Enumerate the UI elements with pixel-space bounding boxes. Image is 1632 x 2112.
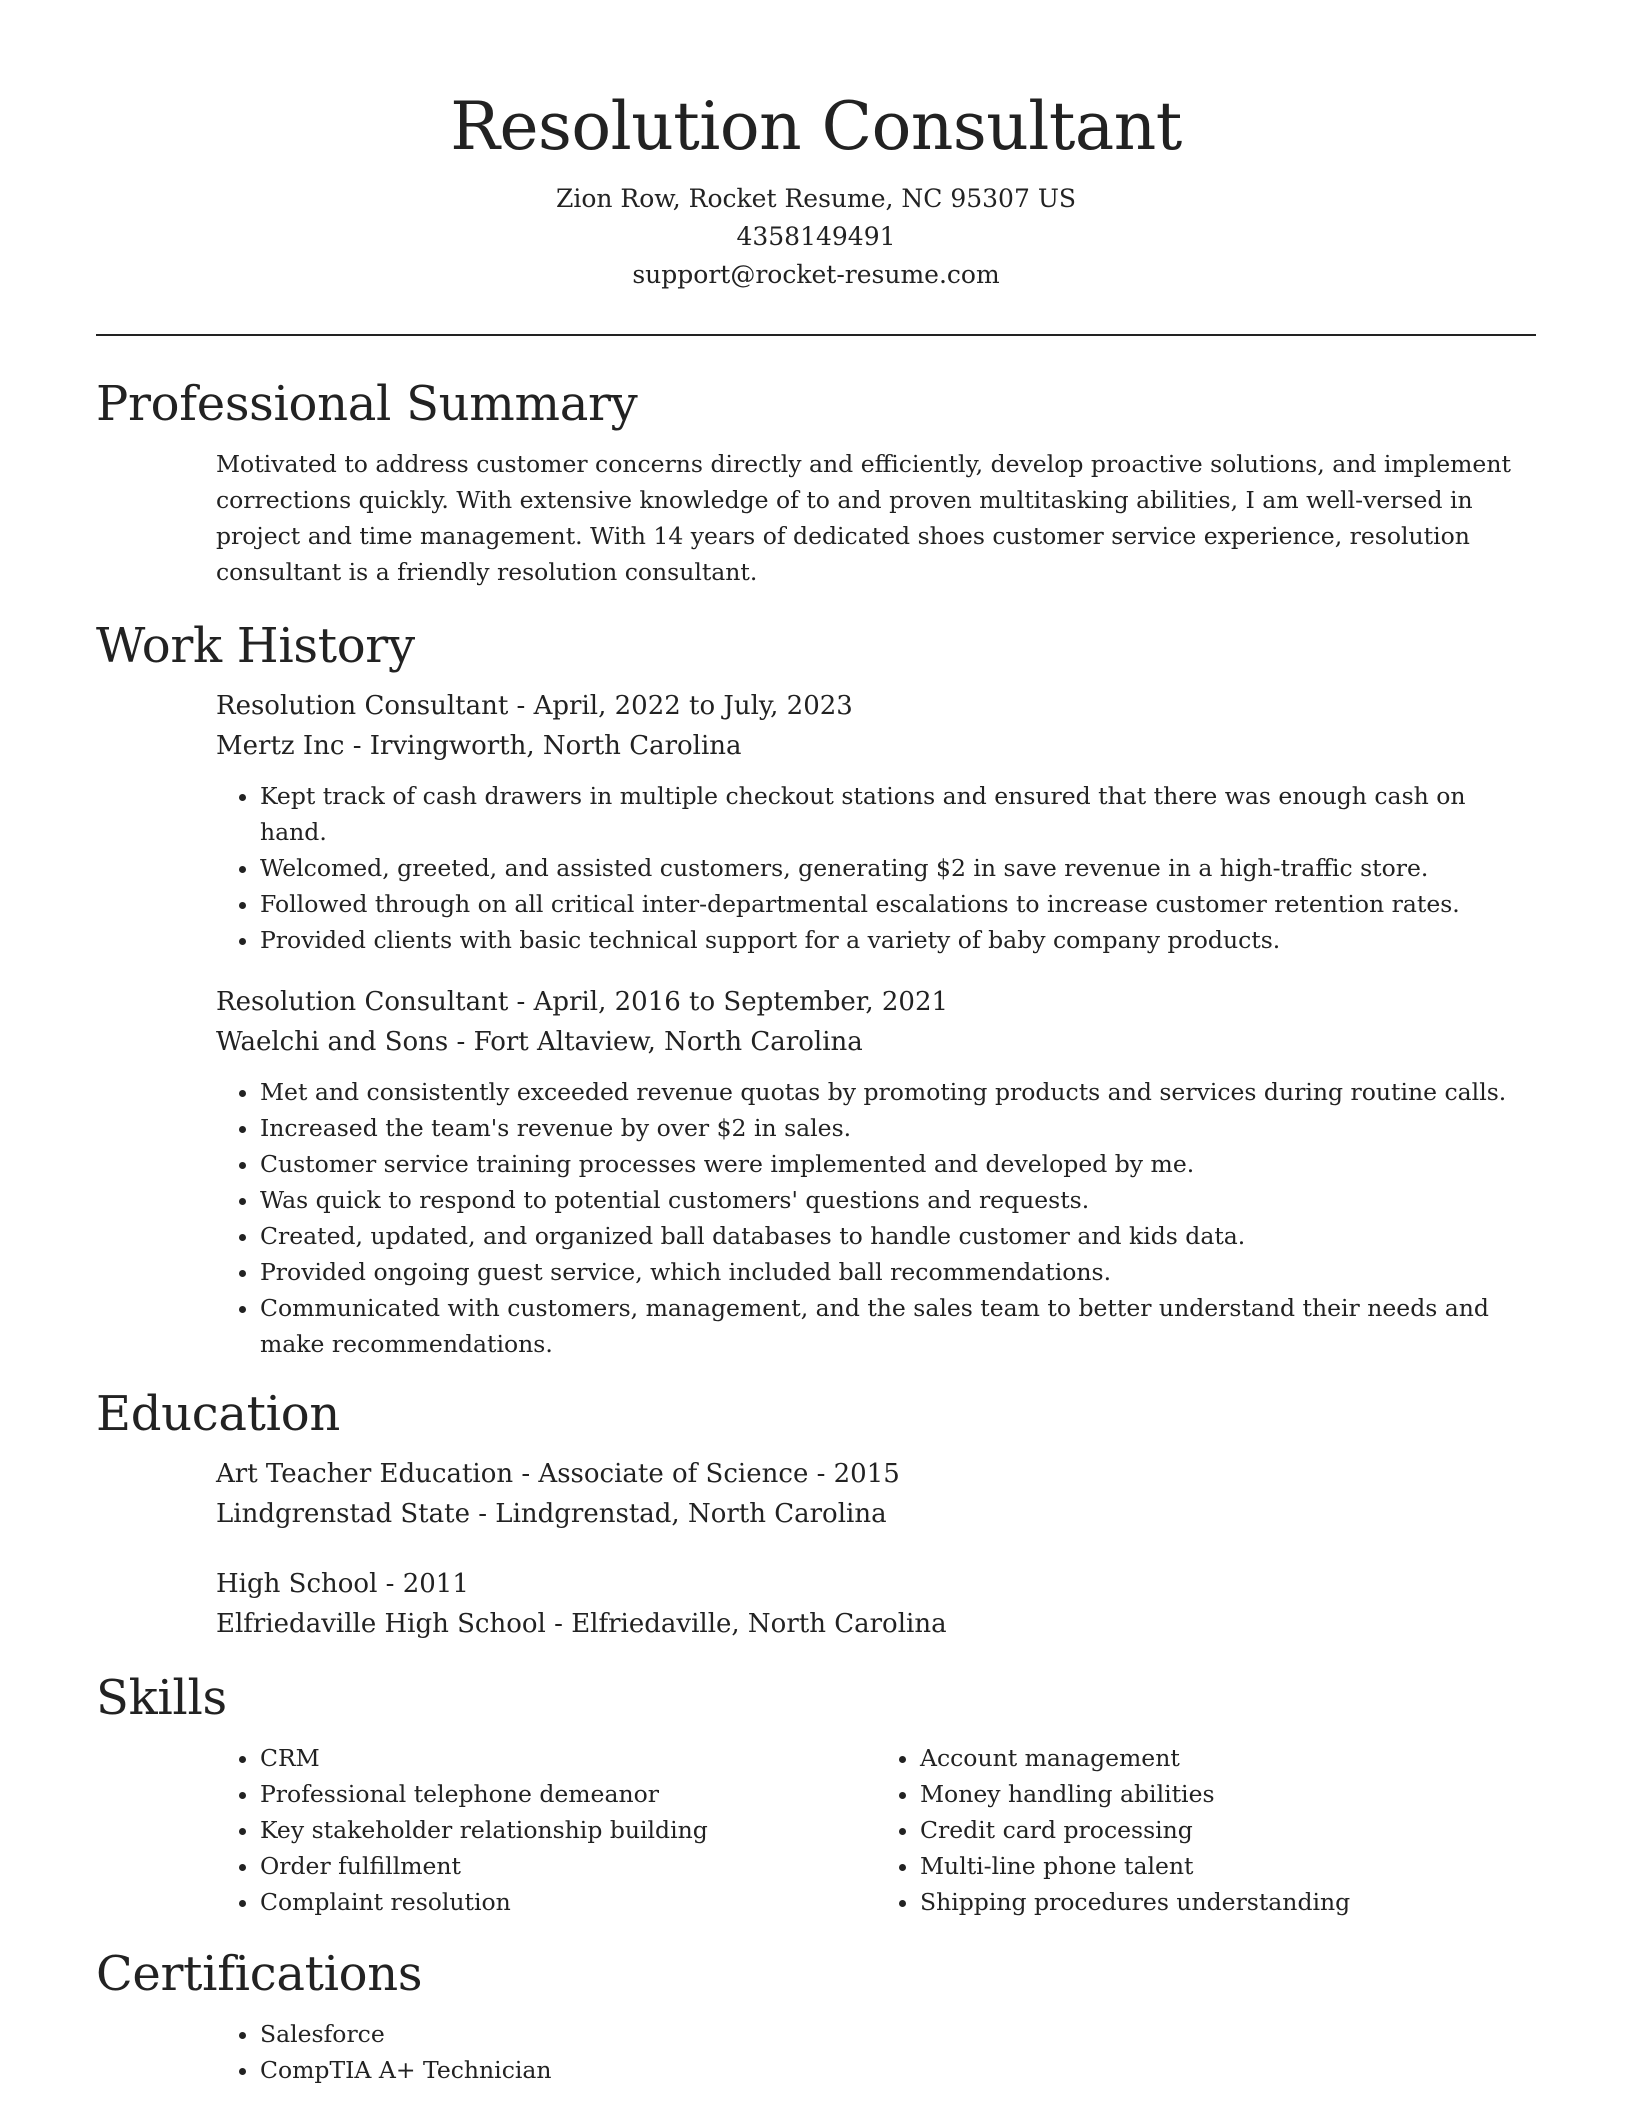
job-title-line — [216, 686, 1536, 726]
education-entry — [216, 1564, 1536, 1644]
phone-text: 4358149491 — [736, 222, 896, 251]
education-entry — [216, 1454, 1536, 1534]
job-entry — [216, 686, 1536, 958]
job-company-line — [216, 1022, 1536, 1062]
skills-list-left — [216, 1740, 876, 1920]
school-location: - Elfriedaville, North Carolina — [545, 1609, 947, 1639]
education-year: - 2011 — [377, 1569, 469, 1599]
education-degree: - Associate of Science — [513, 1459, 809, 1489]
skill-item: • Complaint resolution — [260, 1884, 876, 1920]
school-line — [216, 1494, 1536, 1534]
job-bullet: • Provided ongoing guest service, which included ball recommendations. — [260, 1254, 1536, 1290]
summary-paragraph: Motivated to address customer concerns directly and efficiently, develop proactive solutions, and implement corrections quickly. With extensive knowledge of to and proven multitasking abilities, I am well-versed in project and time management. With 14 years of dedicated shoes customer service experience, resolution consultant is a friendly resolution consultant. — [216, 450, 1511, 586]
skill-item: • Multi-line phone talent — [920, 1848, 1536, 1884]
job-dates: - April, 2022 to July, 2023 — [508, 691, 853, 721]
degree-line — [216, 1564, 1536, 1604]
job-bullet: • Followed through on all critical inter-departmental escalations to increase customer retention rates. — [260, 886, 1536, 922]
job-bullet: • Met and consistently exceeded revenue quotas by promoting products and services during routine calls. — [260, 1074, 1536, 1110]
degree-line — [216, 1454, 1536, 1494]
summary-section — [96, 374, 1536, 590]
candidate-name: Resolution Consultant — [450, 88, 1182, 165]
skill-item: • CRM — [260, 1740, 876, 1776]
work-history-section — [96, 616, 1536, 1362]
education-year: - 2015 — [808, 1459, 900, 1489]
job-bullet: • Customer service training processes were implemented and developed by me. — [260, 1146, 1536, 1182]
job-entry — [216, 982, 1536, 1362]
header-divider — [96, 334, 1536, 336]
resume-header — [96, 0, 1536, 294]
skill-item: • Professional telephone demeanor — [260, 1776, 876, 1812]
job-bullet: • Kept track of cash drawers in multiple checkout stations and ensured that there was enough cash on hand. — [260, 778, 1536, 850]
email-text: support@rocket-resume.com — [632, 260, 1000, 289]
skill-item: • Order fulfillment — [260, 1848, 876, 1884]
skills-list-right — [876, 1740, 1536, 1920]
school-name: Lindgrenstad State — [216, 1499, 470, 1529]
certifications-section — [96, 1944, 1536, 2088]
job-bullet: • Welcomed, greeted, and assisted customers, generating $2 in save revenue in a high-traffic store. — [260, 850, 1536, 886]
job-bullet: • Provided clients with basic technical support for a variety of baby company products. — [260, 922, 1536, 958]
school-location: - Lindgrenstad, North Carolina — [469, 1499, 887, 1529]
contact-info — [96, 180, 1536, 294]
job-bullet: • Communicated with customers, management, and the sales team to better understand their needs and make recommendations. — [260, 1290, 1536, 1362]
school-line — [216, 1604, 1536, 1644]
address-text: Zion Row, Rocket Resume, NC 95307 US — [555, 184, 1077, 213]
job-company-line — [216, 726, 1536, 766]
job-role: Resolution Consultant — [216, 691, 509, 721]
resume-page — [96, 0, 1536, 2088]
school-name: Elfriedaville High School — [216, 1609, 546, 1639]
job-dates: - April, 2016 to September, 2021 — [508, 987, 949, 1017]
job-location: - Fort Altaview, North Carolina — [448, 1027, 863, 1057]
summary-heading: Professional Summary — [96, 376, 638, 432]
job-company: Waelchi and Sons — [216, 1027, 449, 1057]
job-bullet: • Increased the team's revenue by over $2 in sales. — [260, 1110, 1536, 1146]
job-bullets — [216, 1074, 1536, 1362]
skill-item: • Shipping procedures understanding — [920, 1884, 1536, 1920]
work-history-heading: Work History — [96, 618, 415, 674]
skill-item: • Money handling abilities — [920, 1776, 1536, 1812]
skills-section — [96, 1668, 1536, 1920]
education-section — [96, 1384, 1536, 1644]
job-bullet: • Created, updated, and organized ball databases to handle customer and kids data. — [260, 1218, 1536, 1254]
education-heading: Education — [96, 1386, 340, 1442]
certifications-heading: Certifications — [96, 1946, 423, 2002]
education-field: Art Teacher Education — [216, 1459, 514, 1489]
job-bullets — [216, 778, 1536, 958]
skill-item: • Account management — [920, 1740, 1536, 1776]
skill-item: • Credit card processing — [920, 1812, 1536, 1848]
job-company: Mertz Inc — [216, 731, 345, 761]
skills-heading: Skills — [96, 1670, 227, 1726]
certification-item: • CompTIA A+ Technician — [260, 2052, 1536, 2088]
certification-item: • Salesforce — [260, 2016, 1536, 2052]
certifications-list — [216, 2016, 1536, 2088]
education-degree: High School — [216, 1569, 378, 1599]
job-role: Resolution Consultant — [216, 987, 509, 1017]
job-location: - Irvingworth, North Carolina — [344, 731, 742, 761]
skill-item: • Key stakeholder relationship building — [260, 1812, 876, 1848]
job-bullet: • Was quick to respond to potential customers' questions and requests. — [260, 1182, 1536, 1218]
job-title-line — [216, 982, 1536, 1022]
